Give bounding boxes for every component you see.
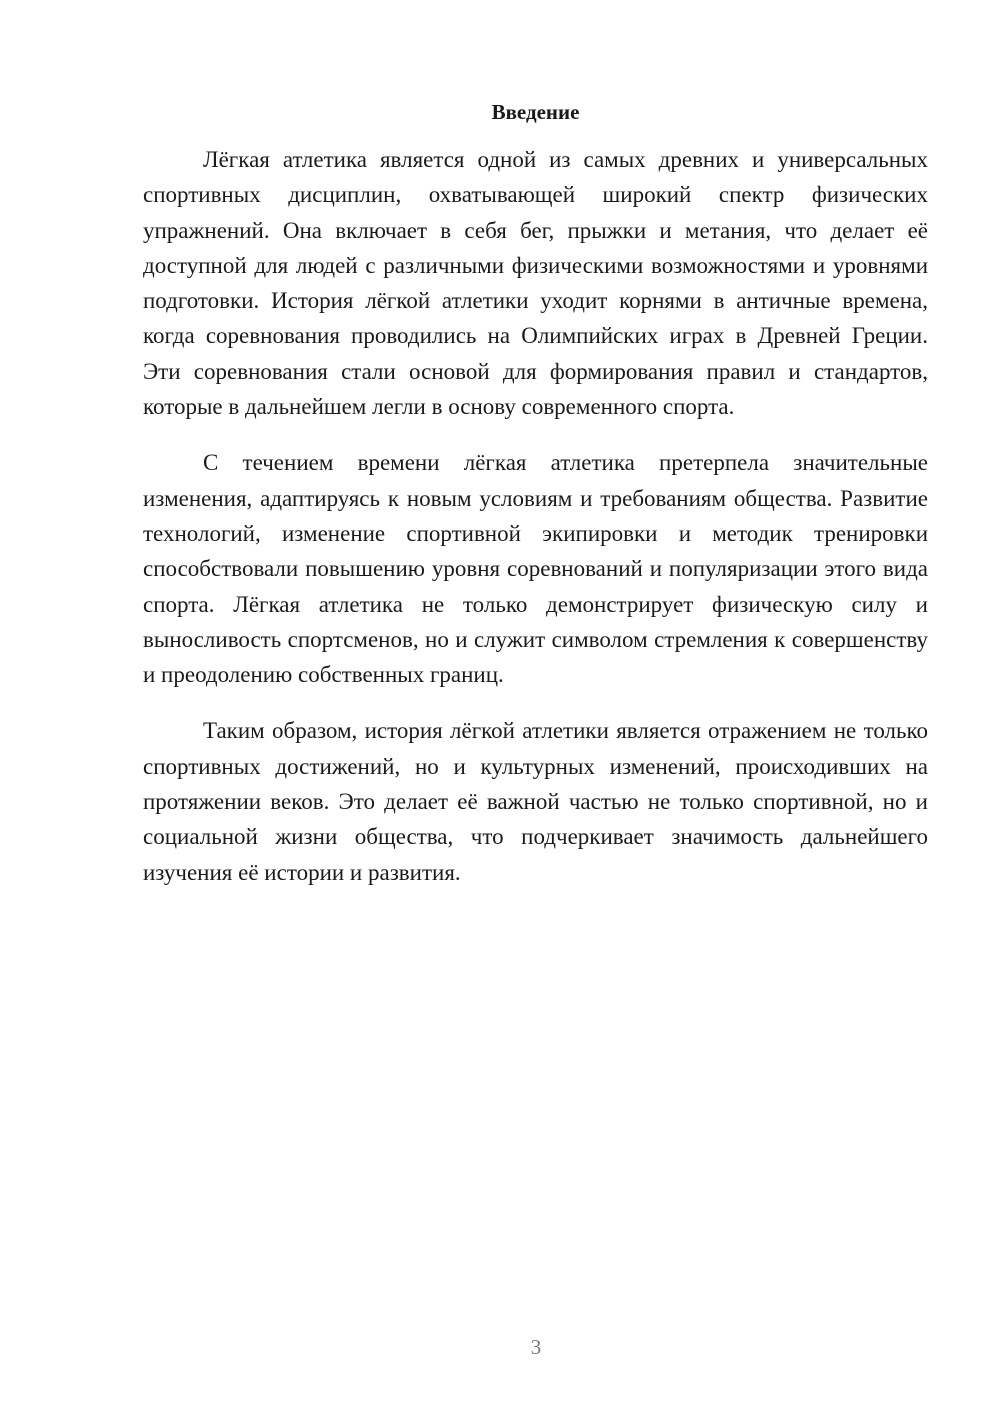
page-number: 3 [530,1335,542,1359]
paragraph-1: Лёгкая атлетика является одной из самых древних и универсальных спортивных дисциплин, охватывающей широкий спектр физических упражнений. Она включает в себя бег, прыжки и метания, что делает её доступной для людей с различными физическими возможностями и уровнями подготовки. История лёгкой атлетики уходит корнями в античные времена, когда соревнования проводились на Олимпийских играх в Древней Греции. Эти соревнования стали основой для формирования правил и стандартов, которые в дальнейшем легли в основу современного спорта. [143,147,928,420]
paragraph-3: Таким образом, история лёгкой атлетики является отражением не только спортивных достижений, но и культурных изменений, происходивших на протяжении веков. Это делает её важной частью не только спортивной, но и социальной жизни общества, что подчеркивает значимость дальнейшего изучения её истории и развития. [143,718,928,885]
page-body [143,96,928,890]
paragraph-2: С течением времени лёгкая атлетика претерпела значительные изменения, адаптируясь к новым условиям и требованиям общества. Развитие технологий, изменение спортивной экипировки и методик тренировки способствовали повышению уровня соревнований и популяризации этого вида спорта. Лёгкая атлетика не только демонстрирует физическую силу и выносливость спортсменов, но и служит символом стремления к совершенству и преодолению собственных границ. [143,450,928,688]
section-title: Введение [491,100,580,124]
